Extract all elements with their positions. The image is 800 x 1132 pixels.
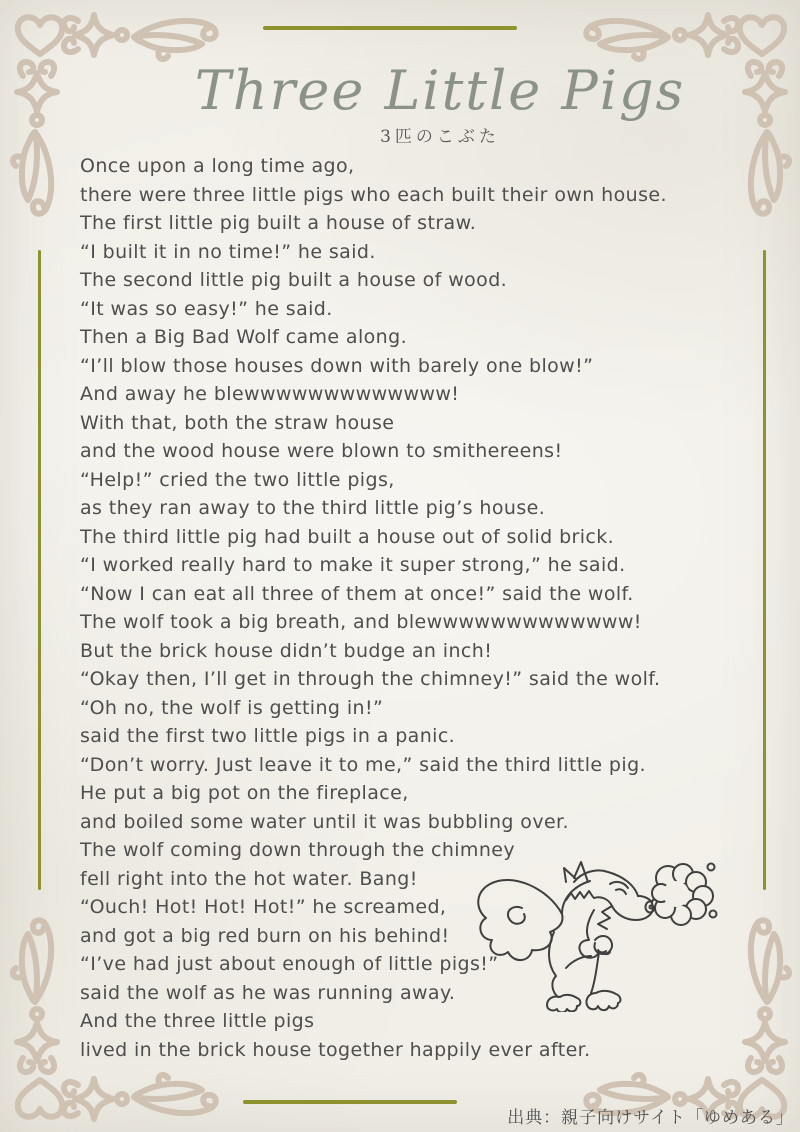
story-line: as they ran away to the third little pig’s house.: [80, 497, 546, 519]
wolf-cheek: [594, 896, 653, 920]
story-line: “I built it in no time!” he said.: [80, 240, 376, 263]
bottom-rule: [243, 1100, 457, 1104]
story-line: “I worked really hard to make it super strong,” he said.: [80, 554, 626, 576]
story-line: The third little pig had built a house out of solid brick.: [80, 525, 615, 548]
wolf-illustration: [450, 852, 720, 1012]
story-line: The first little pig built a house of straw.: [80, 212, 477, 234]
story-line: Then a Big Bad Wolf came along.: [80, 326, 408, 348]
wolf-front-foot: [586, 991, 620, 1010]
cloud-speck: [708, 864, 715, 871]
story-line: The second little pig built a house of wood.: [80, 269, 508, 291]
wolf-rear-foot: [547, 995, 580, 1012]
page-subtitle-japanese: 3匹のこぶた: [380, 127, 500, 147]
story-line: With that, both the straw house: [80, 411, 395, 434]
story-line: “I’ve had just about enough of little pigs!”: [80, 953, 499, 975]
story-line: The wolf coming down through the chimney: [80, 839, 516, 861]
story-line: “Now I can eat all three of them at once!” said the wolf.: [80, 582, 634, 605]
story-line: and got a big red burn on his behind!: [80, 924, 450, 947]
title-block: [80, 59, 800, 147]
story-line: “Help!” cried the two little pigs,: [80, 468, 395, 491]
breath-clouds: [652, 864, 717, 926]
story-line: “Don’t worry. Just leave it to me,” said the third little pig.: [80, 753, 646, 776]
story-line: fell right into the hot water. Bang!: [80, 867, 418, 890]
story-line: said the first two little pigs in a panic.: [80, 725, 456, 747]
wolf-eye: [616, 889, 626, 894]
story-line: “Ouch! Hot! Hot! Hot!” he screamed,: [80, 896, 447, 918]
story-line: there were three little pigs who each built their own house.: [80, 183, 667, 206]
story-line: lived in the brick house together happily ever after.: [80, 1038, 591, 1061]
story-line: “Okay then, I’ll get in through the chimney!” said the wolf.: [80, 668, 661, 690]
story-line: “It was so easy!” he said.: [80, 297, 333, 320]
wolf-brow: [610, 882, 628, 888]
story-line: “I’ll blow those houses down with barely one blow!”: [80, 354, 594, 377]
story-line: And the three little pigs: [80, 1010, 315, 1032]
right-rule: [763, 250, 766, 890]
story-line: But the brick house didn’t budge an inch!: [80, 639, 493, 662]
wolf-tail-curl: [508, 907, 525, 924]
story-line: and boiled some water until it was bubbling over.: [80, 810, 569, 833]
story-line: said the wolf as he was running away.: [80, 981, 456, 1004]
story-line: Once upon a long time ago,: [80, 155, 355, 177]
wolf-hind-leg: [549, 932, 558, 997]
page-title: Three Little Pigs: [194, 59, 686, 122]
story-line: And away he blewwwwwwwwwwwww!: [80, 383, 460, 405]
source-credit: 出典：親子向けサイト「ゆめある」: [507, 1108, 794, 1128]
cloud-speck: [710, 911, 717, 918]
story-line: and the wood house were blown to smithereens!: [80, 440, 563, 462]
story-line: The wolf took a big breath, and blewwwwwwwwwwwww!: [80, 611, 642, 633]
wolf-ruff: [598, 906, 612, 929]
left-rule: [38, 250, 41, 890]
top-rule: [263, 26, 517, 30]
story-line: He put a big pot on the fireplace,: [80, 782, 409, 804]
story-line: “Oh no, the wolf is getting in!”: [80, 696, 384, 719]
